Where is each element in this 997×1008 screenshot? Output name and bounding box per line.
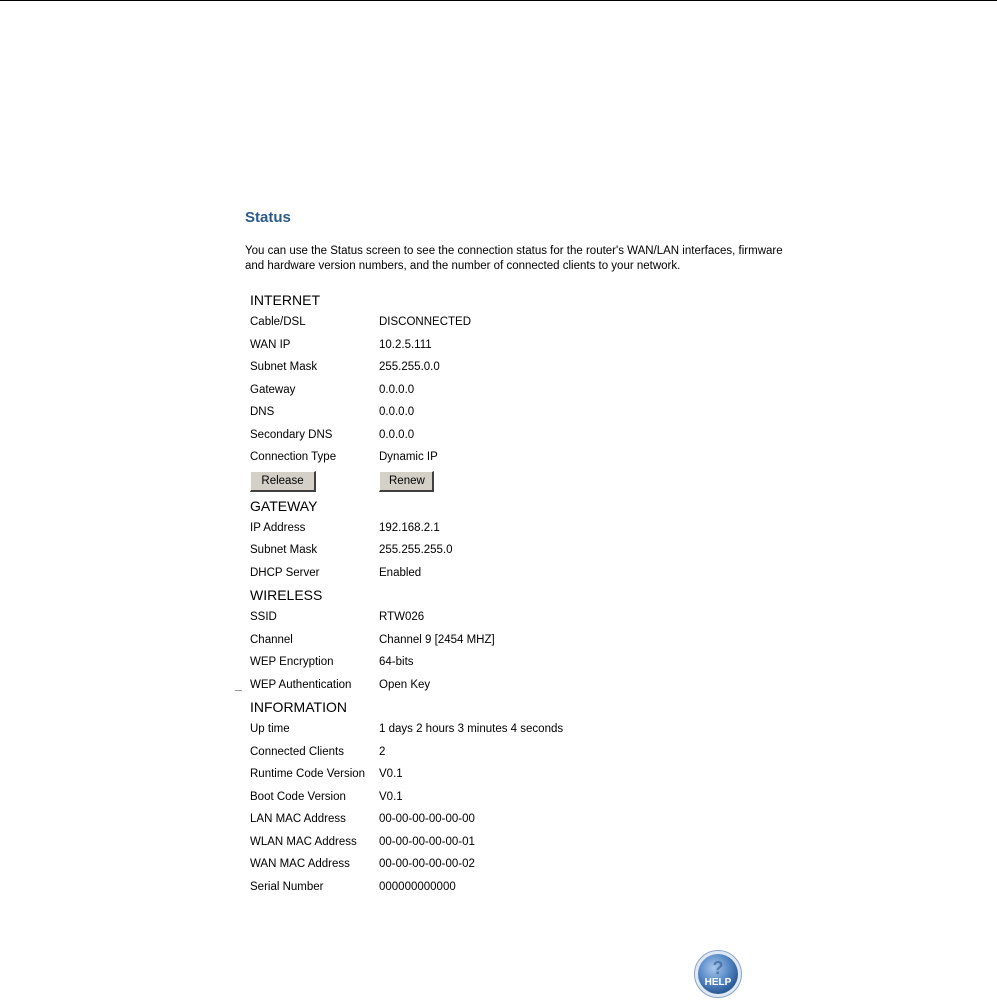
row-label: WEP Encryption: [250, 656, 334, 668]
row-value: 00-00-00-00-00-02: [379, 858, 475, 870]
internet-row-dns: [250, 401, 805, 424]
help-icon-graphic: [693, 949, 743, 999]
information-section: [250, 696, 805, 898]
row-value: 192.168.2.1: [379, 521, 440, 534]
renew-button[interactable]: Renew: [379, 471, 434, 492]
row-value: 1 days 2 hours 3 minutes 4 seconds: [379, 723, 564, 735]
internet-actions: [250, 469, 805, 495]
information-row-runtime-code-version: [250, 763, 805, 786]
row-value: 00-00-00-00-00-01: [379, 835, 475, 848]
row-label: Boot Code Version: [250, 790, 346, 803]
row-label: Channel: [250, 633, 293, 646]
top-divider: [0, 0, 997, 1]
wireless-heading: WIRELESS: [250, 587, 323, 603]
information-row-wan-mac-address: [250, 853, 805, 876]
svg-text:?: ?: [712, 958, 724, 978]
row-label: Gateway: [250, 383, 296, 396]
decorative-dash: [235, 690, 242, 691]
gateway-row-dhcp-server: [250, 562, 805, 585]
internet-row-connection-type: [250, 446, 805, 469]
internet-row-gateway: [250, 379, 805, 402]
row-label: WEP Authentication: [250, 678, 352, 691]
internet-section: [250, 289, 805, 495]
row-value: 2: [379, 745, 386, 758]
information-row-up-time: [250, 718, 805, 741]
row-label: Subnet Mask: [250, 544, 318, 556]
row-label: Up time: [250, 723, 290, 735]
row-label: WAN MAC Address: [250, 858, 350, 870]
release-button[interactable]: Release: [250, 471, 316, 492]
wireless-row-ssid: [250, 606, 805, 629]
row-label: SSID: [250, 611, 277, 623]
information-heading: INFORMATION: [250, 699, 347, 715]
row-value: DISCONNECTED: [379, 316, 472, 328]
help-label: HELP: [704, 977, 732, 988]
row-label: Runtime Code Version: [250, 768, 366, 780]
information-row-wlan-mac-address: [250, 831, 805, 854]
gateway-row-ip-address: [250, 517, 805, 540]
row-value: 00-00-00-00-00-00: [379, 813, 475, 825]
status-panel: [245, 206, 805, 898]
internet-row-subnet-mask: [250, 356, 805, 379]
row-label: WLAN MAC Address: [250, 835, 357, 848]
page-title: Status: [245, 209, 291, 226]
internet-row-wan-ip: [250, 334, 805, 357]
row-value: 64-bits: [379, 656, 414, 668]
page-description: You can use the Status screen to see the connection status for the router's WAN/LAN interfaces, firmware and hardware version numbers, and the number of connected clients to your network.: [245, 245, 783, 272]
row-value: V0.1: [379, 768, 403, 780]
row-label: Subnet Mask: [250, 361, 318, 373]
row-value: 255.255.255.0: [379, 544, 453, 556]
gateway-row-subnet-mask: [250, 539, 805, 562]
row-value: RTW026: [379, 611, 425, 623]
row-label: Serial Number: [250, 880, 324, 893]
row-value: Enabled: [379, 566, 422, 579]
row-value: 255.255.0.0: [379, 361, 440, 373]
gateway-heading: GATEWAY: [250, 497, 318, 514]
internet-row-secondary-dns: [250, 424, 805, 447]
row-value: Open Key: [379, 678, 431, 691]
row-label: Secondary DNS: [250, 428, 333, 441]
row-value: 10.2.5.111: [379, 338, 432, 351]
internet-row-cable-dsl: [250, 311, 805, 334]
row-value: 0.0.0.0: [379, 383, 415, 396]
wireless-row-channel: [250, 629, 805, 652]
status-sections: [245, 289, 805, 898]
row-value: 0.0.0.0: [379, 406, 415, 418]
row-value: 000000000000: [379, 880, 456, 893]
row-label: DHCP Server: [250, 566, 320, 579]
wireless-row-wep-authentication: [250, 674, 805, 697]
row-value: V0.1: [379, 790, 403, 803]
row-value: Channel 9 [2454 MHZ]: [379, 633, 495, 646]
information-row-serial-number: [250, 876, 805, 899]
help-icon[interactable]: [693, 949, 743, 999]
row-label: Connected Clients: [250, 745, 344, 758]
information-row-lan-mac-address: [250, 808, 805, 831]
wireless-row-wep-encryption: [250, 651, 805, 674]
information-row-boot-code-version: [250, 786, 805, 809]
information-row-connected-clients: [250, 741, 805, 764]
row-label: Cable/DSL: [250, 316, 306, 328]
row-label: WAN IP: [250, 338, 291, 351]
row-label: Connection Type: [250, 451, 337, 463]
row-label: LAN MAC Address: [250, 813, 346, 825]
row-label: DNS: [250, 406, 275, 418]
wireless-section: [250, 584, 805, 696]
gateway-section: [250, 495, 805, 585]
row-label: IP Address: [250, 521, 306, 534]
internet-heading: INTERNET: [250, 292, 320, 308]
row-value: Dynamic IP: [379, 451, 438, 463]
row-value: 0.0.0.0: [379, 428, 415, 441]
